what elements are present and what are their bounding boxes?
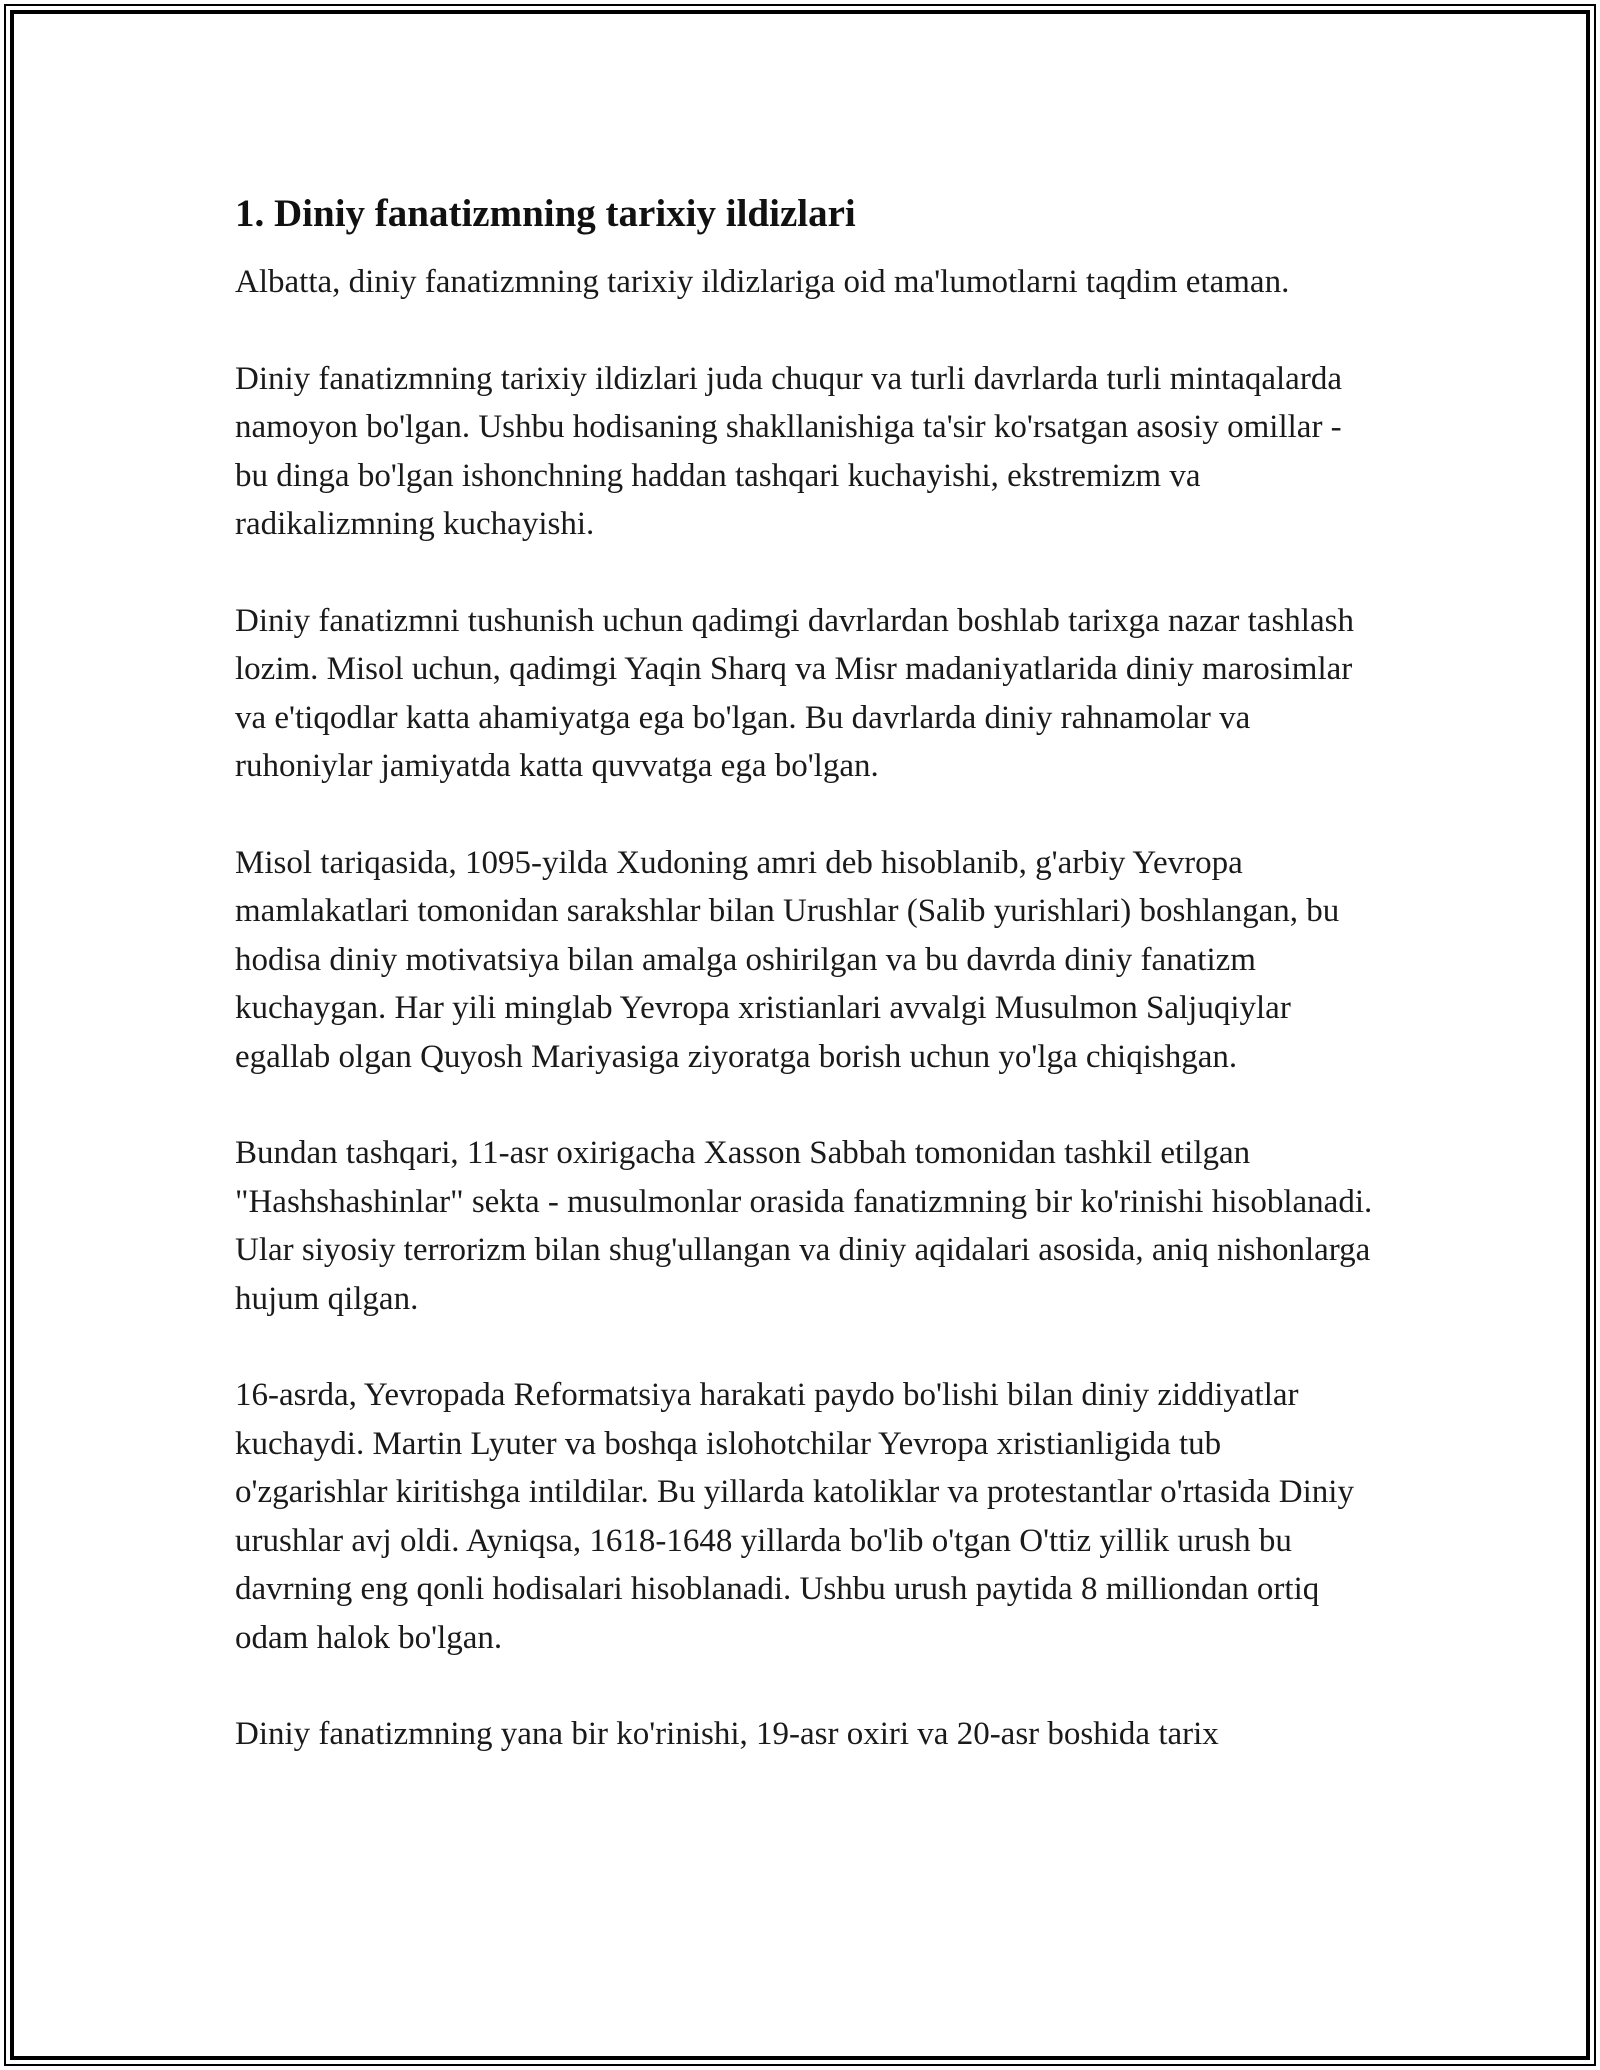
paragraph-ancient: Diniy fanatizmni tushunish uchun qadimgi davrlardan boshlab tarixga nazar tashlash lozim. Misol uchun, qadimgi Yaqin Sharq va Misr madaniyatlarida diniy marosimlar va e'tiqodlar katta ahamiyatga ega bo'lgan. Bu davrlarda diniy rahnamolar va ruhoniylar jamiyatda katta quvvatga ega bo'lgan. [235,602,1354,784]
paragraph-modern: Diniy fanatizmning yana bir ko'rinishi, 19-asr oxiri va 20-asr boshida tarix [235,1716,1219,1752]
paragraph-intro: Albatta, diniy fanatizmning tarixiy ildizlariga oid ma'lumotlarni taqdim etaman. [235,264,1290,300]
document-body [235,190,1380,1807]
paragraph-assassins: Bundan tashqari, 11-asr oxirigacha Xasson Sabbah tomonidan tashkil etilgan "Hashshashinlar" sekta - musulmonlar orasida fanatizmning bir ko'rinishi hisoblanadi. Ular siyosiy terrorizm bilan shug'ullangan va diniy aqidalari asosida, aniq nishonlarga hujum qilgan. [235,1135,1373,1317]
paragraph-roots: Diniy fanatizmning tarixiy ildizlari juda chuqur va turli davrlarda turli mintaqalarda namoyon bo'lgan. Ushbu hodisaning shakllanishiga ta'sir ko'rsatgan asosiy omillar - bu dinga bo'lgan ishonchning haddan tashqari kuchayishi, ekstremizm va radikalizmning kuchayishi. [235,360,1342,542]
paragraph-reformation: 16-asrda, Yevropada Reformatsiya harakati paydo bo'lishi bilan diniy ziddiyatlar kuchaydi. Martin Lyuter va boshqa islohotchilar Yevropa xristianligida tub o'zgarishlar kiritishga intildilar. Bu yillarda katoliklar va protestantlar o'rtasida Diniy urushlar avj oldi. Ayniqsa, 1618-1648 yillarda bo'lib o'tgan O'ttiz yillik urush bu davrning eng qonli hodisalari hisoblanadi. Ushbu urush paytida 8 milliondan ortiq odam halok bo'lgan. [235,1377,1354,1656]
paragraph-crusades: Misol tariqasida, 1095-yilda Xudoning amri deb hisoblanib, g'arbiy Yevropa mamlakatlari tomonidan sarakshlar bilan Urushlar (Salib yurishlari) boshlangan, bu hodisa diniy motivatsiya bilan amalga oshirilgan va bu davrda diniy fanatizm kuchaygan. Har yili minglab Yevropa xristianlari avvalgi Musulmon Saljuqiylar egallab olgan Quyosh Mariyasiga ziyoratga borish uchun yo'lga chiqishgan. [235,844,1340,1075]
section-heading: 1. Diniy fanatizmning tarixiy ildizlari [235,192,856,235]
